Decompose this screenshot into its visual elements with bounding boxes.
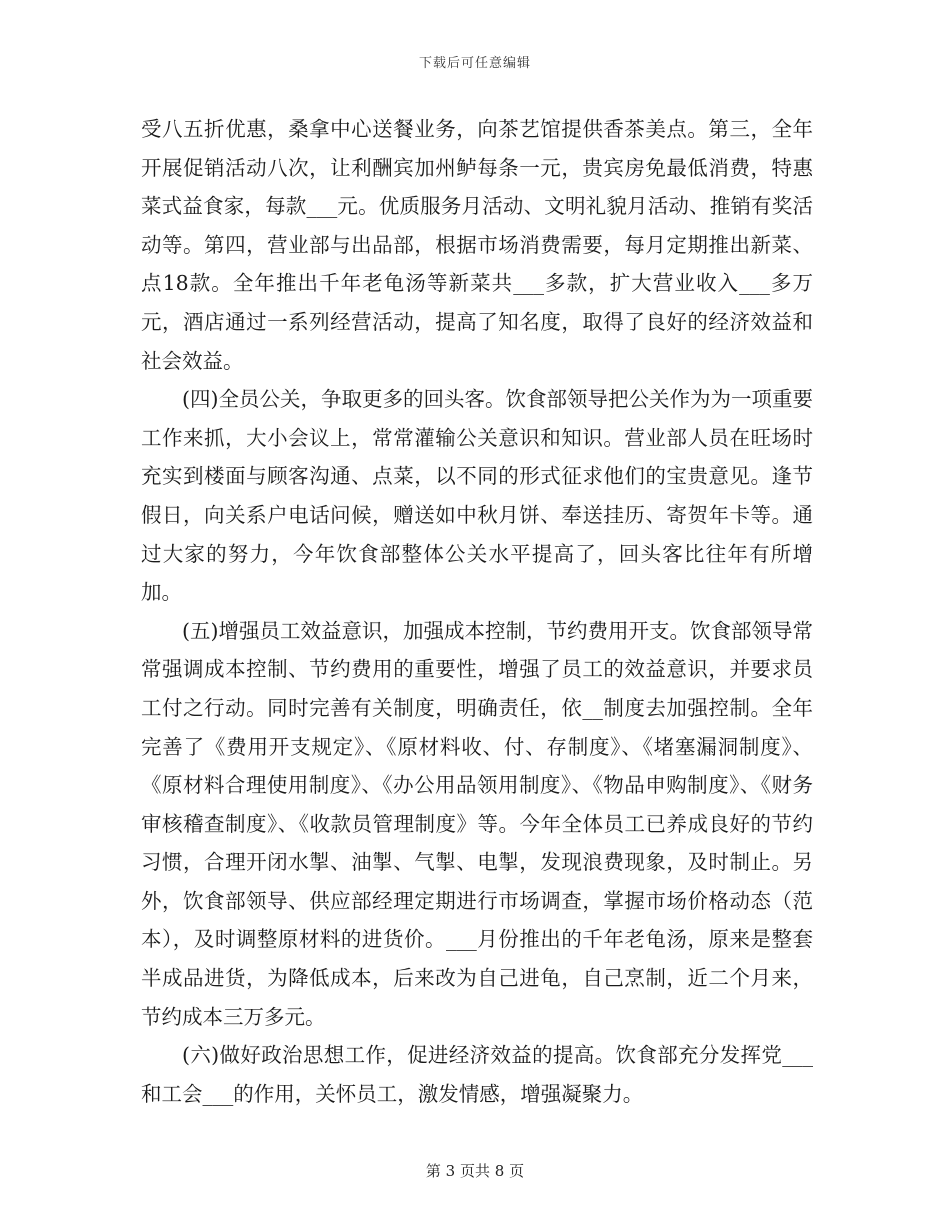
paragraph-section-4: (四)全员公关，争取更多的回头客。饮食部领导把公关作为为一项重要工作来抓，大小会议上，常常灌输公关意识和知识。营业部人员在旺场时充实到楼面与顾客沟通、点菜，以不同的形式征求他们的宝贵意见。逢节假日，向关系户电话问候，赠送如中秋月饼、奉送挂历、寄贺年卡等。通过大家的努力，今年饮食部整体公关水平提高了，回头客比往年有所增加。 bbox=[141, 387, 813, 605]
paragraph-continuation: 受八五折优惠，桑拿中心送餐业务，向茶艺馆提供香茶美点。第三，全年开展促销活动八次，让利酬宾加州鲈每条一元，贵宾房免最低消费，特惠菜式益食家，每款___元。优质服务月活动、文明礼貌月活动、推销有奖活动等。第四，营业部与出品部，根据市场消费需要，每月定期推出新菜、点18款。全年推出千年老龟汤等新菜共___多款，扩大营业收入___多万元，酒店通过一系列经营活动，提高了知名度，取得了良好的经济效益和社会效益。 bbox=[141, 117, 813, 373]
document-body bbox=[141, 110, 813, 1113]
paragraph-section-5: (五)增强员工效益意识，加强成本控制，节约费用开支。饮食部领导常常强调成本控制、节约费用的重要性，增强了员工的效益意识，并要求员工付之行动。同时完善有关制度，明确责任，依__制度去加强控制。全年完善了《费用开支规定》、《原材料收、付、存制度》、《堵塞漏洞制度》、《原材料合理使用制度》、《办公用品领用制度》、《物品申购制度》、《财务审核稽查制度》、《收款员管理制度》等。今年全体员工已养成良好的节约习惯，合理开闭水掣、油掣、气掣、电掣，发现浪费现象，及时制止。另外，饮食部领导、供应部经理定期进行市场调查，掌握市场价格动态（范本），及时调整原材料的进货价。___月份推出的千年老龟汤，原来是整套半成品进货，为降低成本，后来改为自己进龟，自己烹制，近二个月来，节约成本三万多元。 bbox=[141, 618, 813, 1029]
page-header: 下载后可任意编辑 bbox=[418, 56, 531, 71]
page-number: 第 3 页共 8 页 bbox=[425, 1162, 525, 1180]
paragraph-section-6: (六)做好政治思想工作，促进经济效益的提高。饮食部充分发挥党___和工会___的作用，关怀员工，激发情感，增强凝聚力。 bbox=[141, 1043, 813, 1106]
